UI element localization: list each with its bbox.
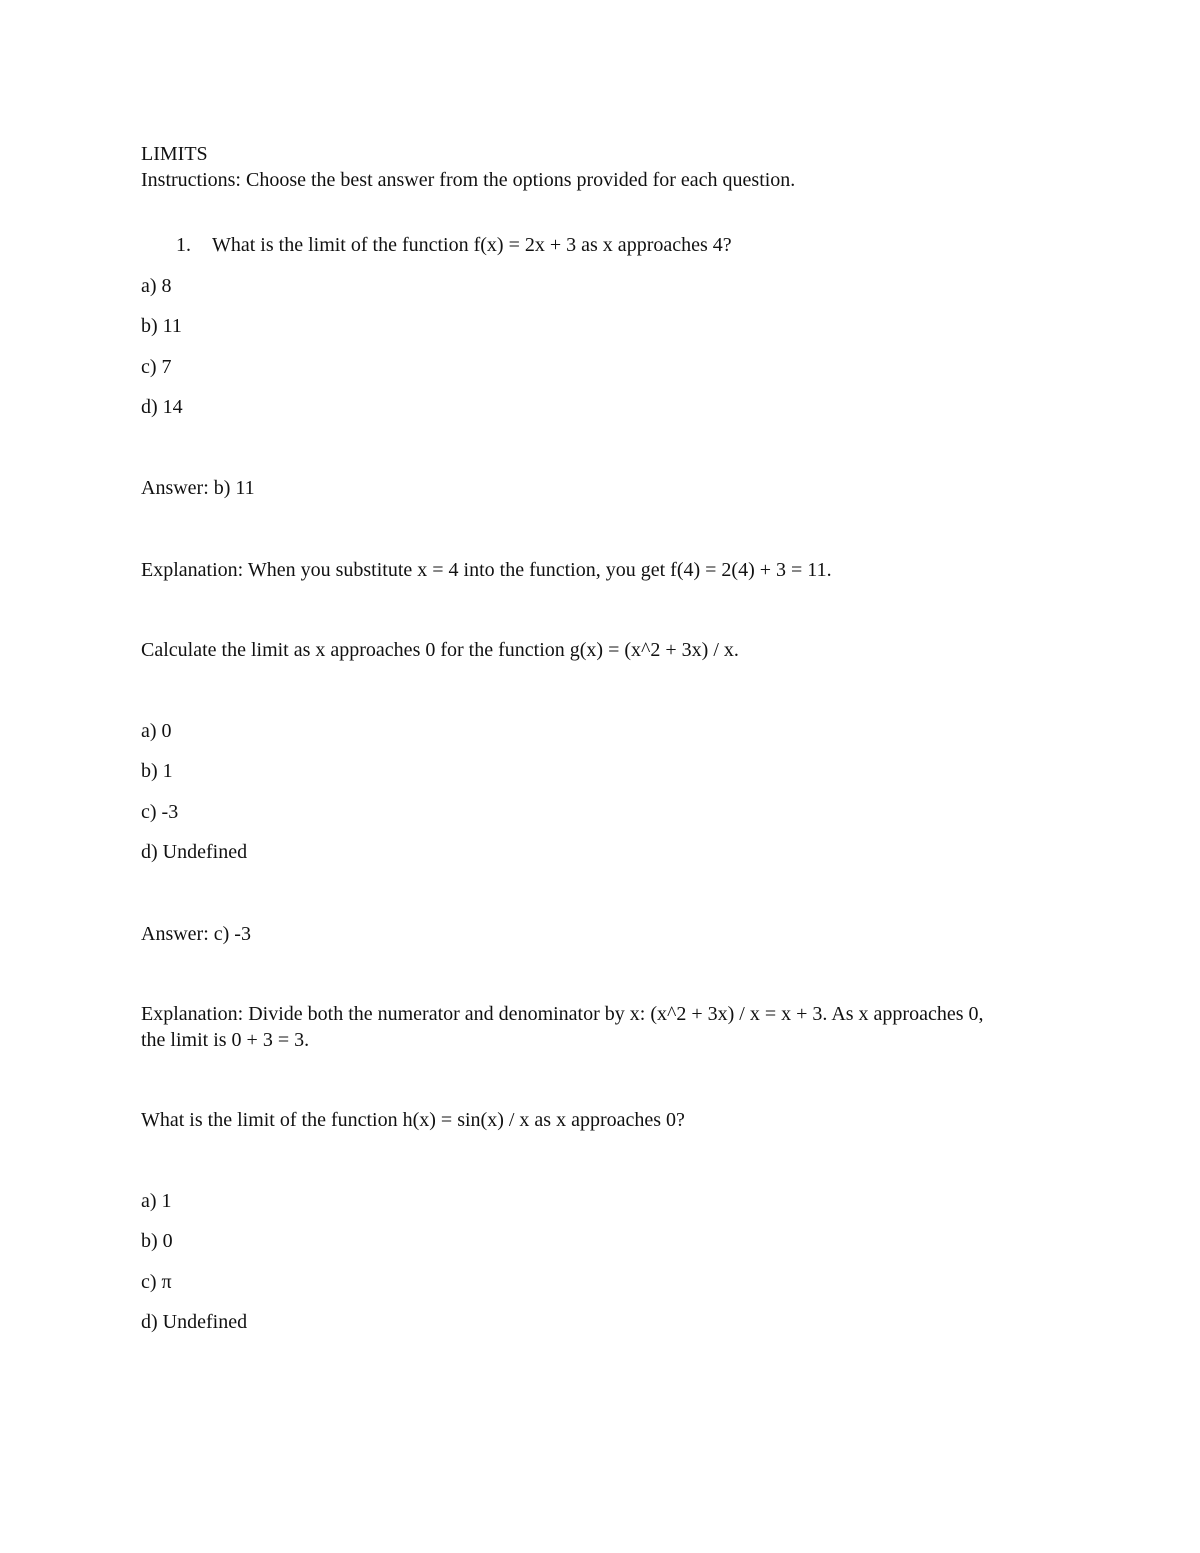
question-3-option-a: a) 1	[141, 1190, 172, 1212]
question-1-option-a: a) 8	[141, 275, 172, 297]
question-1-option-c: c) 7	[141, 356, 172, 378]
instructions-text: Instructions: Choose the best answer from the options provided for each question.	[141, 169, 796, 191]
question-1-text: What is the limit of the function f(x) = 2x + 3 as x approaches 4?	[212, 234, 732, 256]
question-2-answer: Answer: c) -3	[141, 923, 251, 945]
question-3-option-d: d) Undefined	[141, 1311, 248, 1333]
question-3-option-c: c) π	[141, 1271, 172, 1293]
document-title: LIMITS	[141, 143, 208, 165]
question-2-option-a: a) 0	[141, 720, 172, 742]
question-3-option-b: b) 0	[141, 1230, 173, 1252]
question-3-text: What is the limit of the function h(x) = sin(x) / x as x approaches 0?	[141, 1109, 685, 1131]
question-2-option-c: c) -3	[141, 801, 179, 823]
question-2-explanation-line-1: Explanation: Divide both the numerator and denominator by x: (x^2 + 3x) / x = x + 3. As x approaches 0,	[141, 1003, 984, 1025]
question-2-explanation-line-2: the limit is 0 + 3 = 3.	[141, 1029, 310, 1051]
question-1-option-d: d) 14	[141, 396, 183, 418]
question-2-option-d: d) Undefined	[141, 841, 248, 863]
question-2-option-b: b) 1	[141, 760, 173, 782]
question-1-number: 1.	[176, 234, 191, 256]
question-2-text: Calculate the limit as x approaches 0 for the function g(x) = (x^2 + 3x) / x.	[141, 639, 739, 661]
question-1-option-b: b) 11	[141, 315, 182, 337]
question-1-answer: Answer: b) 11	[141, 477, 255, 499]
question-1-explanation: Explanation: When you substitute x = 4 into the function, you get f(4) = 2(4) + 3 = 11.	[141, 559, 832, 581]
